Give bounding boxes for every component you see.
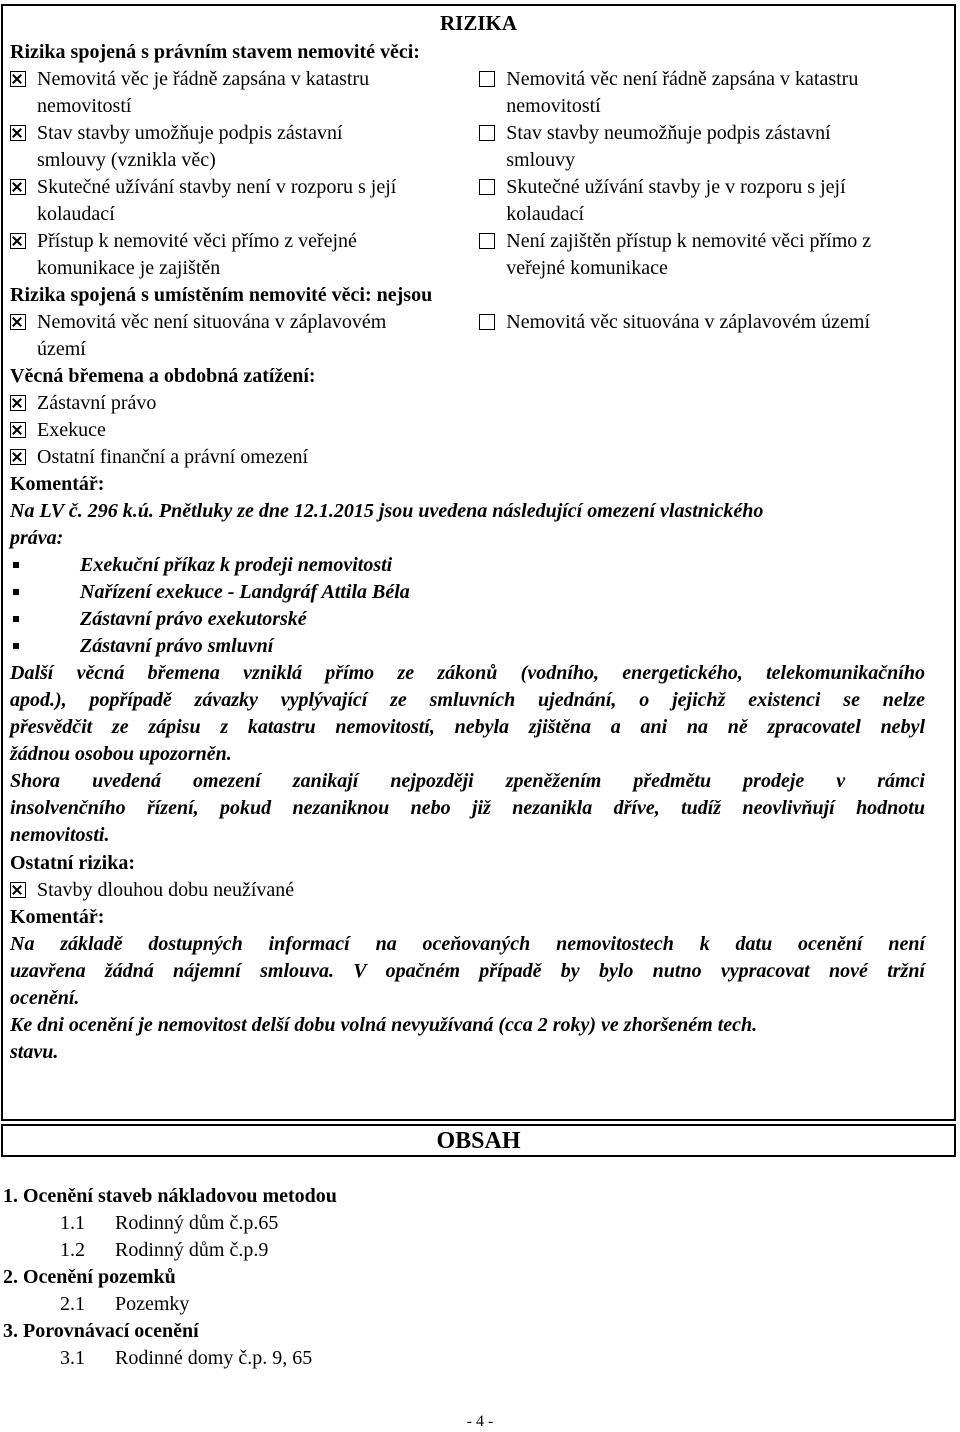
toc-section: 3. Porovnávací ocenění xyxy=(3,1320,199,1342)
legal-option-positive xyxy=(10,66,479,120)
burden-label: Ostatní finanční a právní omezení xyxy=(37,446,309,468)
option-line: veřejné komunikace xyxy=(506,257,668,279)
comment-line: Na LV č. 296 k.ú. Pnětluky ze dne 12.1.2015 jsou uvedena následující omezení vlastnického xyxy=(10,500,764,522)
other-paragraph-2 xyxy=(10,1012,925,1066)
legal-option-positive xyxy=(10,174,479,228)
bullet-text: Exekuční příkaz k prodeji nemovitosti xyxy=(80,554,393,576)
obsah-title: OBSAH xyxy=(436,1128,521,1154)
paragraph-line: uzavřena žádná nájemní smlouva. V opačném případě by bylo nutno vypracovat nové tržní xyxy=(10,960,925,982)
checked-checkbox-icon xyxy=(10,314,26,330)
unchecked-checkbox-icon xyxy=(479,125,495,141)
bullet-item xyxy=(10,633,925,660)
bullet-item xyxy=(10,606,925,633)
option-line: Skutečné užívání stavby není v rozporu s její xyxy=(37,176,397,198)
other-paragraph-1 xyxy=(10,931,925,1012)
location-option-negative xyxy=(479,309,925,363)
option-line: nemovitostí xyxy=(37,95,132,117)
bullet-text: Zástavní právo exekutorské xyxy=(80,608,307,630)
checked-checkbox-icon xyxy=(10,449,26,465)
bullet-item xyxy=(10,579,925,606)
table-of-contents xyxy=(3,1183,337,1372)
other-risk-item xyxy=(10,877,925,904)
toc-item-label: Rodinný dům č.p.65 xyxy=(115,1212,279,1234)
unchecked-checkbox-icon xyxy=(479,233,495,249)
legal-option-negative xyxy=(479,66,925,120)
option-line: Nemovitá věc situována v záplavovém území xyxy=(506,311,871,333)
toc-item-label: Rodinný dům č.p.9 xyxy=(115,1239,269,1261)
obsah-header xyxy=(1,1124,956,1157)
toc-section: 1. Ocenění staveb nákladovou metodou xyxy=(3,1185,337,1207)
option-line: Skutečné užívání stavby je v rozporu s její xyxy=(506,176,846,198)
checked-checkbox-icon xyxy=(10,71,26,87)
comment-line: práva: xyxy=(10,527,64,549)
toc-section: 2. Ocenění pozemků xyxy=(3,1266,176,1288)
unchecked-checkbox-icon xyxy=(479,71,495,87)
checked-checkbox-icon xyxy=(10,882,26,898)
option-line: Stav stavby umožňuje podpis zástavní xyxy=(37,122,343,144)
paragraph-line: insolvenčního řízení, pokud nezaniknou nebo již nezanikla dříve, tudíž neovlivňují hodnotu xyxy=(10,797,925,819)
bullet-text: Nařízení exekuce - Landgráf Attila Béla xyxy=(80,581,410,603)
bullet-text: Zástavní právo smluvní xyxy=(80,635,274,657)
option-line: komunikace je zajištěn xyxy=(37,257,221,279)
paragraph-line: Na základě dostupných informací na oceňovaných nemovitostech k datu ocenění není xyxy=(10,933,925,955)
legal-option-positive xyxy=(10,120,479,174)
comment-label: Komentář: xyxy=(10,906,105,928)
toc-item xyxy=(3,1210,337,1237)
toc-item xyxy=(3,1345,337,1372)
legal-option-negative xyxy=(479,228,925,282)
option-line: území xyxy=(37,338,86,360)
burdens-heading: Věcná břemena a obdobná zatížení: xyxy=(10,365,316,387)
paragraph-line: Další věcná břemena vzniklá přímo ze zákonů (vodního, energetického, telekomunikačního xyxy=(10,662,925,684)
rizika-content xyxy=(10,39,925,1066)
other-risk-label: Stavby dlouhou dobu neužívané xyxy=(37,879,295,901)
paragraph-line: přesvědčit ze zápisu z katastru nemovitostí, nebyla zjištěna a ani na ně zpracovatel nebyl xyxy=(10,716,925,738)
bullet-item xyxy=(10,552,925,579)
legal-option-positive xyxy=(10,228,479,282)
bullet-square-icon xyxy=(13,643,19,649)
bullet-square-icon xyxy=(13,616,19,622)
legal-row xyxy=(10,66,925,120)
location-option-positive xyxy=(10,309,479,363)
rizika-section xyxy=(1,4,956,1121)
checked-checkbox-icon xyxy=(10,422,26,438)
option-line: Není zajištěn přístup k nemovité věci přímo z xyxy=(506,230,872,252)
page-number: - 4 - xyxy=(466,1413,494,1430)
toc-item-number: 1.1 xyxy=(60,1212,85,1234)
rizika-title: RIZIKA xyxy=(439,11,518,35)
legal-option-negative xyxy=(479,120,925,174)
burden-item xyxy=(10,390,925,417)
location-row xyxy=(10,309,925,363)
legal-row xyxy=(10,174,925,228)
paragraph-line: žádnou osobou upozorněn. xyxy=(10,743,232,765)
paragraph-line: ocenění. xyxy=(10,987,80,1009)
unchecked-checkbox-icon xyxy=(479,314,495,330)
option-line: kolaudací xyxy=(37,203,115,225)
option-line: Přístup k nemovité věci přímo z veřejné xyxy=(37,230,357,252)
burdens-paragraph-1 xyxy=(10,660,925,768)
checked-checkbox-icon xyxy=(10,395,26,411)
checked-checkbox-icon xyxy=(10,125,26,141)
location-heading: Rizika spojená s umístěním nemovité věci: nejsou xyxy=(10,284,433,306)
option-line: Nemovitá věc není situována v záplavovém xyxy=(37,311,387,333)
legal-option-negative xyxy=(479,174,925,228)
option-line: smlouvy (vznikla věc) xyxy=(37,149,216,171)
checked-checkbox-icon xyxy=(10,233,26,249)
other-risks-heading: Ostatní rizika: xyxy=(10,852,135,874)
burden-item xyxy=(10,444,925,471)
paragraph-line: apod.), popřípadě závazky vyplývající ze smluvních ujednání, o jejichž existenci se nelze xyxy=(10,689,925,711)
unchecked-checkbox-icon xyxy=(479,179,495,195)
option-line: Nemovitá věc je řádně zapsána v katastru xyxy=(37,68,370,90)
option-line: Stav stavby neumožňuje podpis zástavní xyxy=(506,122,831,144)
burden-label: Exekuce xyxy=(37,419,106,441)
legal-row xyxy=(10,228,925,282)
toc-item-number: 2.1 xyxy=(60,1293,85,1315)
toc-item-number: 1.2 xyxy=(60,1239,85,1261)
paragraph-line: Ke dni ocenění je nemovitost delší dobu volná nevyužívaná (cca 2 roky) ve zhoršeném tech. xyxy=(10,1014,758,1036)
legal-heading: Rizika spojená s právním stavem nemovité věci: xyxy=(10,41,420,63)
option-line: kolaudací xyxy=(506,203,585,225)
burdens-paragraph-2 xyxy=(10,768,925,849)
toc-item-label: Pozemky xyxy=(115,1293,190,1315)
paragraph-line: stavu. xyxy=(10,1041,59,1063)
option-line: Nemovitá věc není řádně zapsána v katastru xyxy=(506,68,859,90)
paragraph-line: Shora uvedená omezení zanikají nejpozději zpeněžením předmětu prodeje v rámci xyxy=(10,770,925,792)
comment-label: Komentář: xyxy=(10,473,105,495)
burden-item xyxy=(10,417,925,444)
bullet-square-icon xyxy=(13,589,19,595)
toc-item xyxy=(3,1237,337,1264)
toc-item-number: 3.1 xyxy=(60,1347,85,1369)
burden-label: Zástavní právo xyxy=(37,392,157,414)
legal-row xyxy=(10,120,925,174)
toc-item-label: Rodinné domy č.p. 9, 65 xyxy=(115,1347,313,1369)
option-line: smlouvy xyxy=(506,149,576,171)
paragraph-line: nemovitosti. xyxy=(10,824,110,846)
bullet-square-icon xyxy=(13,562,19,568)
option-line: nemovitostí xyxy=(506,95,601,117)
toc-item xyxy=(3,1291,337,1318)
checked-checkbox-icon xyxy=(10,179,26,195)
